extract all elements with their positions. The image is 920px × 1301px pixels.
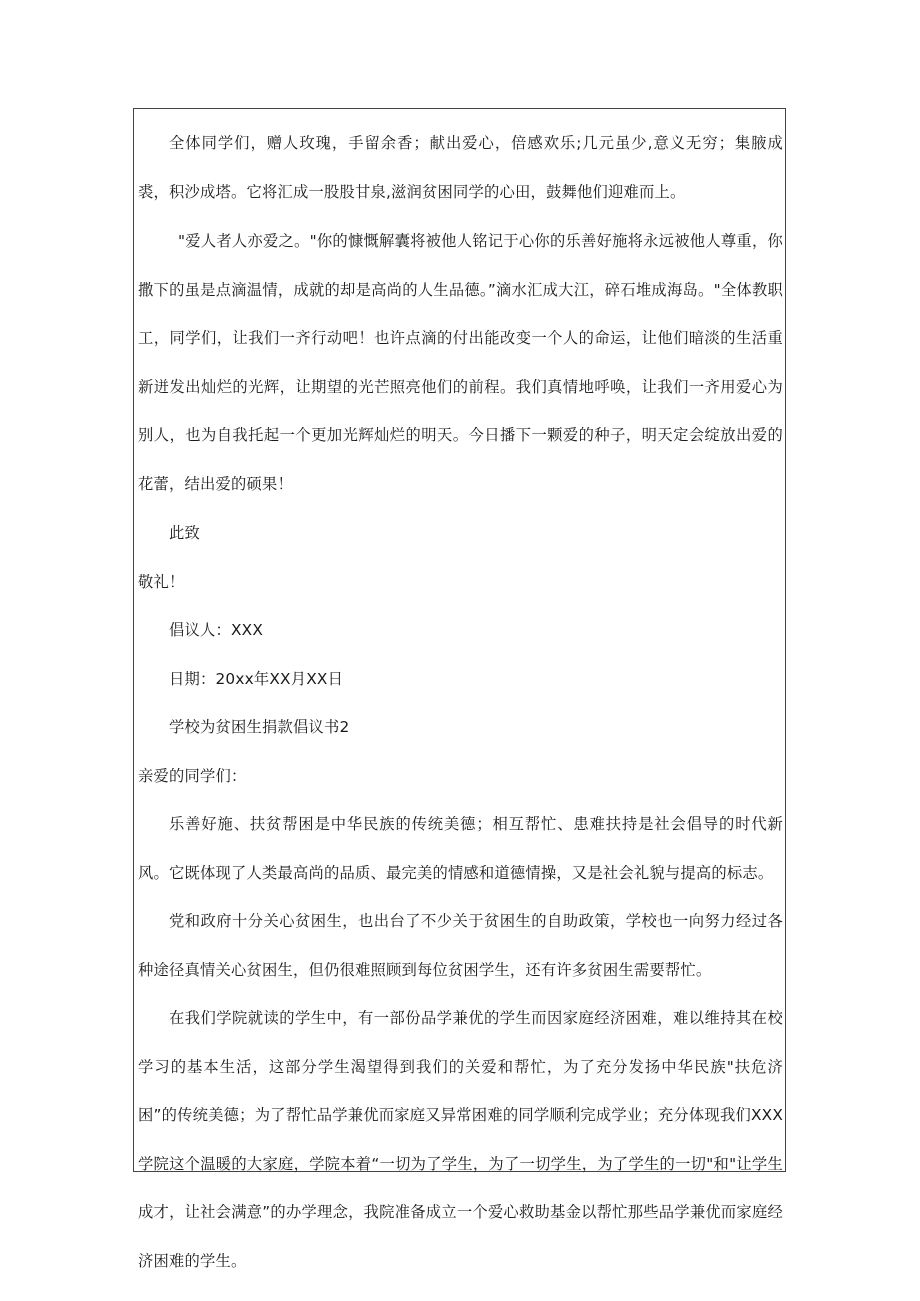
closing-salutation: 此致 [169, 524, 200, 542]
document-page [133, 108, 786, 1270]
section-title: 学校为贫困生捐款倡议书2 [169, 718, 350, 736]
paragraph-virtue: 乐善好施、扶贫帮困是中华民族的传统美德；相互帮忙、患难扶持是社会倡导的时代新风。它既体现了人类最高尚的品质、最完美的情感和道德情操，又是社会礼貌与提高的标志。 [138, 815, 783, 882]
paragraph-love-quote: "爱人者人亦爱之。"你的慷慨解囊将被他人铭记于心你的乐善好施将永远被他人尊重，你撒下的虽是点滴温情，成就的却是高尚的人生品德。”滴水汇成大江，碎石堆成海岛。"全体教职工，同学们，让我们一齐行动吧！也许点滴的付出能改变一个人的命运，让他们暗淡的生活重新迸发出灿烂的光辉，让期望的光芒照亮他们的前程。我们真情地呼唤，让我们一齐用爱心为别人，也为自我托起一个更加光辉灿烂的明天。今日播下一颗爱的种子，明天定会绽放出爱的花蕾，结出爱的硕果！ [138, 232, 783, 493]
closing-regards: 敬礼！ [138, 572, 185, 591]
initiator-line: 倡议人：XXX [169, 621, 264, 639]
paragraph-fund: 在我们学院就读的学生中，有一部份品学兼优的学生而因家庭经济困难，难以维持其在校学习的基本生活，这部分学生渴望得到我们的关爱和帮忙，为了充分发扬中华民族"扶危济困”的传统美德；为了帮忙品学兼优而家庭又异常困难的同学顺利完成学业；充分体现我们XXX学院这个温暖的大家庭，学院本着“一切为了学生，为了一切学生，为了学生的一切"和"让学生成才，让社会满意”的办学理念，我院准备成立一个爱心救助基金以帮忙那些品学兼优而家庭经济困难的学生。 [138, 1009, 783, 1270]
date-line: 日期：20xx年XX月XX日 [169, 669, 344, 688]
paragraph-roses: 全体同学们，赠人玫瑰，手留余香；献出爱心，倍感欢乐;几元虽少,意义无穷；集腋成裘，积沙成塔。它将汇成一股股甘泉,滋润贫困同学的心田，鼓舞他们迎难而上。 [138, 134, 783, 201]
document-body [134, 109, 787, 1285]
greeting-line: 亲爱的同学们： [138, 766, 247, 785]
paragraph-policy: 党和政府十分关心贫困生，也出台了不少关于贫困生的自助政策，学校也一向努力经过各种途径真情关心贫困生，但仍很难照顾到每位贫困学生，还有许多贫困生需要帮忙。 [138, 912, 783, 979]
